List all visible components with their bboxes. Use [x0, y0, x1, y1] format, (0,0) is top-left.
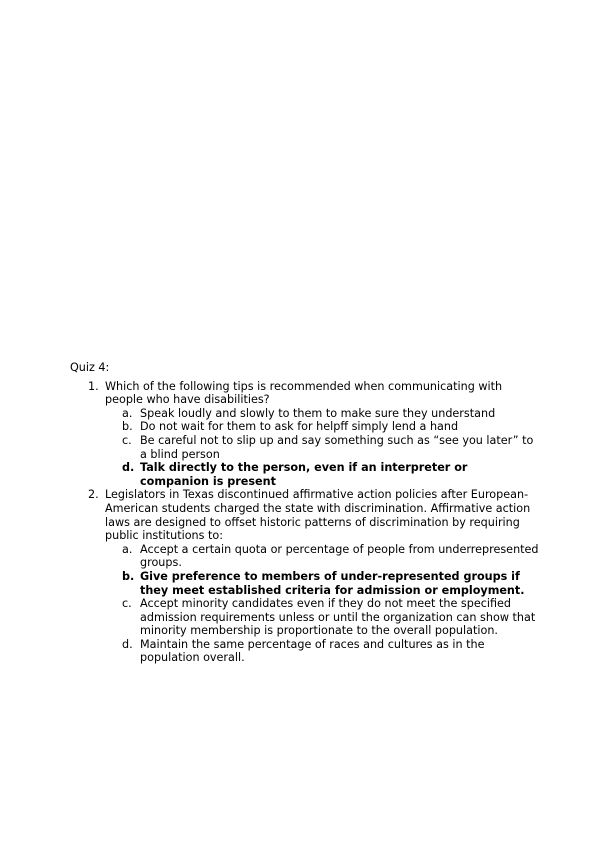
- question-text: Legislators in Texas discontinued affirmative action policies after European-American students charged the state with discrimination. Affirmative action laws are designed to offset historic patterns of discrimination by requiring public institutions to:: [105, 488, 531, 543]
- option-text: Give preference to members of under-represented groups if they meet established criteria for admission or employment.: [140, 569, 525, 597]
- option-list: [105, 543, 540, 665]
- question-text: Which of the following tips is recommended when communicating with people who have disabilities?: [105, 379, 503, 407]
- option-text: Speak loudly and slowly to them to make sure they understand: [140, 406, 496, 420]
- option-label: a.: [122, 542, 133, 556]
- option-text: Accept a certain quota or percentage of people from underrepresented groups.: [140, 542, 539, 570]
- question-list: [70, 380, 540, 665]
- option-text: Accept minority candidates even if they do not meet the specified admission requirements unless or until the organization can show that minority membership is proportionate to the overall population.: [140, 597, 536, 638]
- option-label: b.: [122, 420, 133, 434]
- option-text: Be careful not to slip up and say something such as “see you later” to a blind person: [140, 433, 534, 461]
- option-label: c.: [122, 433, 132, 447]
- question-item: [70, 488, 540, 665]
- question-number: 1.: [88, 379, 99, 393]
- question-number: 2.: [88, 488, 99, 502]
- option-label: d.: [122, 637, 133, 651]
- option-item: [105, 407, 540, 421]
- option-text: Do not wait for them to ask for helpff simply lend a hand: [140, 420, 459, 434]
- quiz-section: [70, 361, 540, 665]
- option-item: [105, 543, 540, 570]
- option-label: a.: [122, 406, 133, 420]
- option-label: d.: [122, 461, 135, 475]
- option-list: [105, 407, 540, 489]
- option-item: [105, 597, 540, 638]
- correct-option-item: [105, 570, 540, 597]
- option-label: c.: [122, 597, 132, 611]
- option-text: Talk directly to the person, even if an interpreter or companion is present: [140, 461, 468, 488]
- option-item: [105, 420, 540, 434]
- option-item: [105, 434, 540, 461]
- option-item: [105, 638, 540, 665]
- correct-option-item: [105, 461, 540, 488]
- quiz-title: Quiz 4:: [70, 361, 110, 374]
- option-text: Maintain the same percentage of races and cultures as in the population overall.: [140, 637, 485, 665]
- option-label: b.: [122, 569, 135, 583]
- question-item: [70, 380, 540, 489]
